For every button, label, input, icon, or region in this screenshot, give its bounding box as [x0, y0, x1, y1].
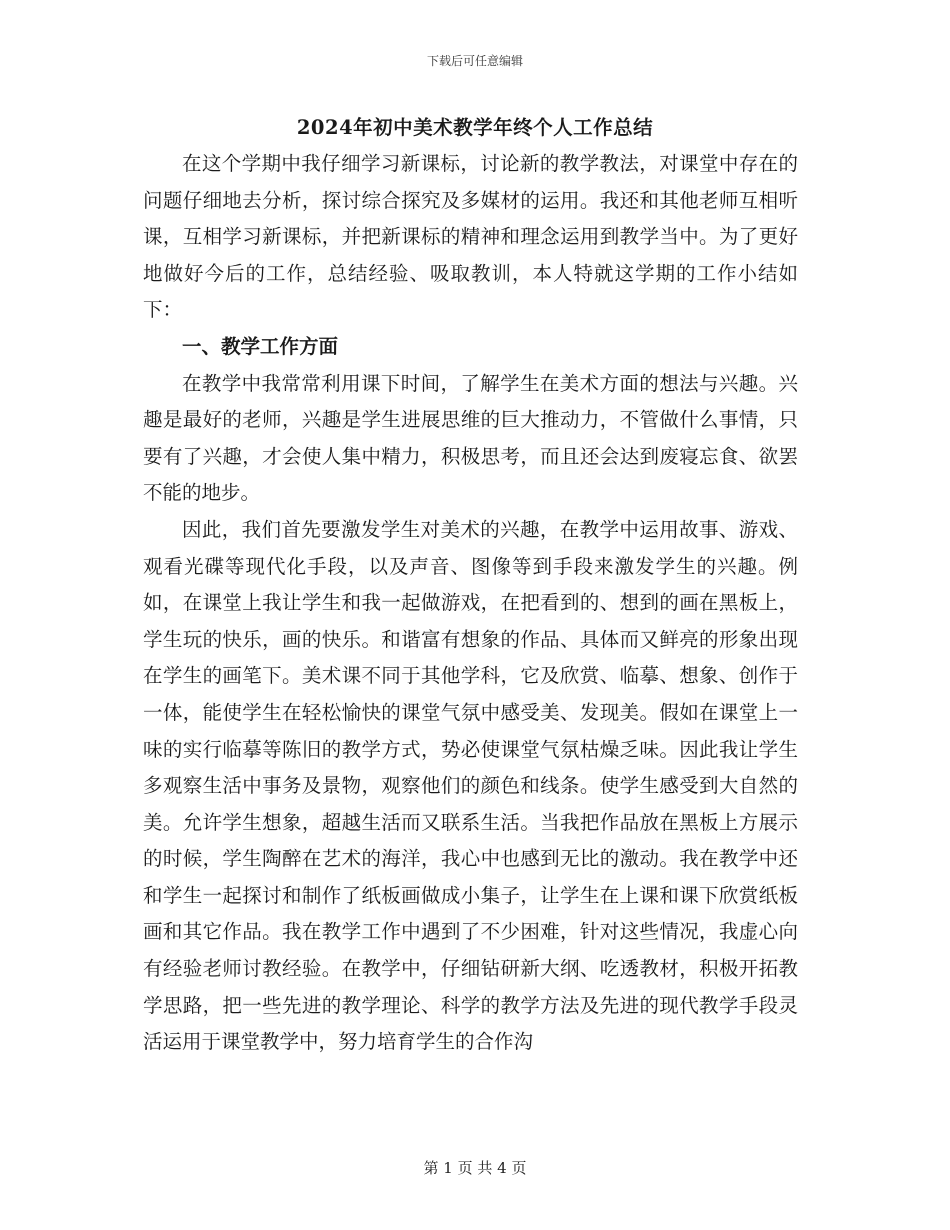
- section-heading: 一、教学工作方面: [182, 334, 339, 358]
- document-title: 2024年初中美术教学年终个人工作总结: [296, 116, 654, 139]
- page-header-note: 下载后可任意编辑: [426, 54, 523, 68]
- page-number: 第 1 页 共 4 页: [423, 1159, 527, 1177]
- body-paragraph: 因此，我们首先要激发学生对美术的兴趣，在教学中运用故事、游戏、观看光碟等现代化手段，以及声音、图像等到手段来激发学生的兴趣。例如，在课堂上我让学生和我一起做游戏，在把看到的、想到的画在黑板上，学生玩的快乐，画的快乐。和谐富有想象的作品、具体而又鲜亮的形象出现在学生的画笔下。美术课不同于其他学科，它及欣赏、临摹、想象、创作于一体，能使学生在轻松愉快的课堂气氛中感受美、发现美。假如在课堂上一味的实行临摹等陈旧的教学方式，势必使课堂气氛枯燥乏味。因此我让学生多观察生活中事务及景物，观察他们的颜色和线条。使学生感受到大自然的美。允许学生想象，超越生活而又联系生活。当我把作品放在黑板上方展示的时候，学生陶醉在艺术的海洋，我心中也感到无比的激动。我在教学中还和学生一起探讨和制作了纸板画做成小集子，让学生在上课和课下欣赏纸板画和其它作品。我在教学工作中遇到了不少困难，针对这些情况，我虚心向有经验老师讨教经验。在教学中，仔细钻研新大纲、吃透教材，积极开拓教学思路，把一些先进的教学理论、科学的教学方法及先进的现代教学手段灵活运用于课堂教学中，努力培育学生的合作沟: [143, 517, 798, 1054]
- body-paragraph: 在教学中我常常利用课下时间，了解学生在美术方面的想法与兴趣。兴趣是最好的老师，兴趣是学生进展思维的巨大推动力，不管做什么事情，只要有了兴趣，才会使人集中精力，积极思考，而且还会达到废寝忘食、欲罢不能的地步。: [143, 371, 798, 505]
- intro-paragraph: 在这个学期中我仔细学习新课标，讨论新的教学教法，对课堂中存在的问题仔细地去分析，探讨综合探究及多媒材的运用。我还和其他老师互相听课，互相学习新课标，并把新课标的精神和理念运用到教学当中。为了更好地做好今后的工作，总结经验、吸取教训，本人特就这学期的工作小结如下：: [143, 152, 798, 322]
- document-body: [143, 146, 798, 1061]
